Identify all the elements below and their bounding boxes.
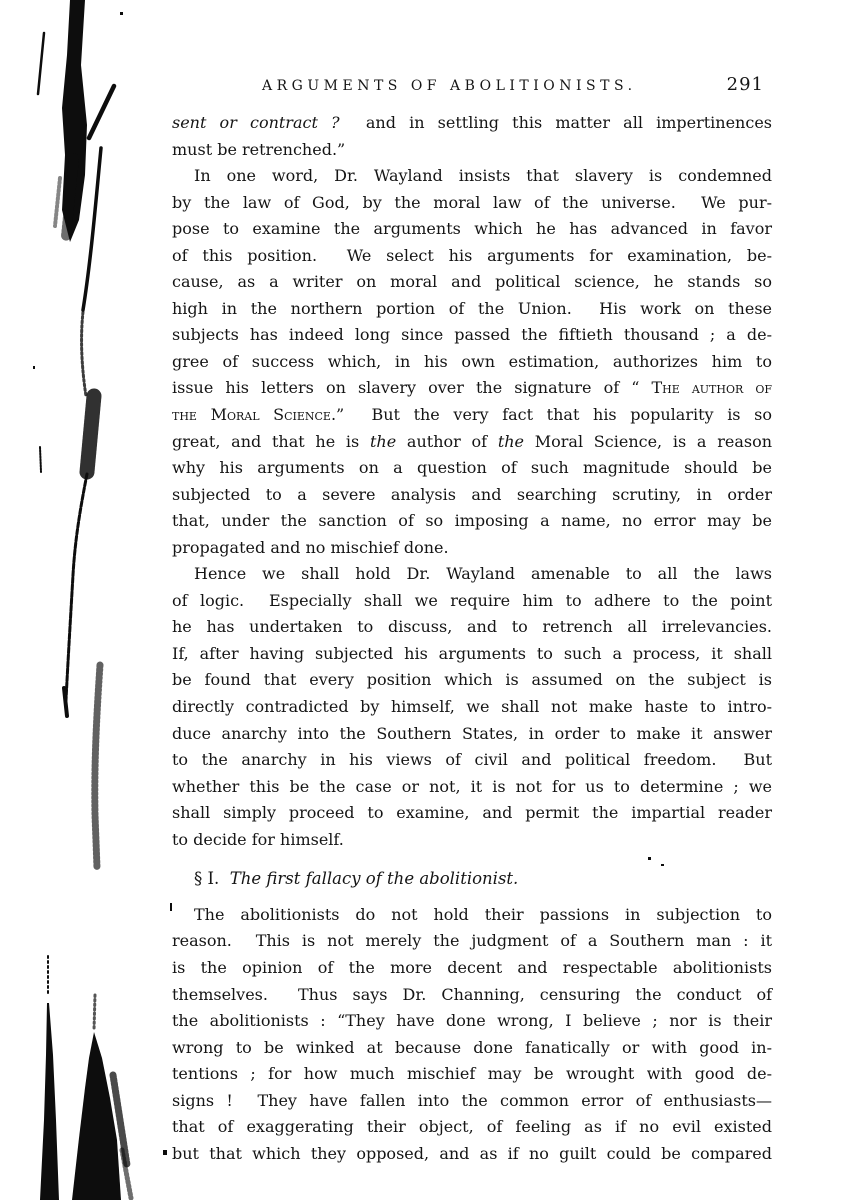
text-line xyxy=(172,1141,772,1168)
text-span: and in settling this matter all impertinences xyxy=(339,113,773,132)
text-line xyxy=(172,667,772,694)
text-line xyxy=(172,774,772,801)
text-span: to decide for himself. xyxy=(172,829,344,849)
text-span: must be retrenched.” xyxy=(172,139,346,159)
text-span: ” But the very fact that his popularity is so xyxy=(336,405,772,425)
text-span: subjects has indeed long since passed the fiftieth thousand ; a de- xyxy=(172,325,772,345)
text-line xyxy=(172,269,772,296)
text-line xyxy=(172,588,772,615)
page-number: 291 xyxy=(726,74,764,95)
paragraph xyxy=(172,561,772,853)
text-line xyxy=(172,982,772,1009)
italic-text: the xyxy=(497,431,525,451)
text-span: themselves. Thus says Dr. Channing, censuring the conduct of xyxy=(172,984,772,1004)
text-span: reason. This is not merely the judgment of a Southern man : it xyxy=(172,931,772,951)
italic-text: the xyxy=(369,431,397,451)
text-line xyxy=(172,1088,772,1115)
text-span: § I. xyxy=(194,869,230,889)
text-line xyxy=(172,694,772,721)
text-span: author of xyxy=(396,431,498,451)
text-line xyxy=(172,902,772,929)
text-line xyxy=(172,110,772,137)
text-line xyxy=(172,866,772,893)
text-span: by the law of God, by the moral law of the universe. We pur- xyxy=(172,192,772,212)
page-title: ARGUMENTS OF ABOLITIONISTS. xyxy=(262,78,637,94)
text-span: but that which they opposed, and as if no guilt could be compared xyxy=(172,1143,772,1163)
text-line xyxy=(172,508,772,535)
text-line xyxy=(172,535,772,562)
text-line xyxy=(172,955,772,982)
text-span: to the anarchy in his views of civil and political freedom. But xyxy=(172,750,772,770)
text-line xyxy=(172,614,772,641)
text-span: directly contradicted by himself, we shall not make haste to intro- xyxy=(172,697,772,717)
smallcaps-text: The author of xyxy=(651,378,772,398)
text-span: tentions ; for how much mischief may be wrought with good de- xyxy=(172,1064,772,1084)
text-line xyxy=(172,322,772,349)
text-line xyxy=(172,190,772,217)
text-line xyxy=(172,800,772,827)
text-span: signs ! They have fallen into the common error of enthusiasts— xyxy=(172,1090,772,1110)
text-span: whether this be the case or not, it is not for us to determine ; we xyxy=(172,776,772,796)
text-line xyxy=(172,375,772,402)
text-line xyxy=(172,137,772,164)
text-line xyxy=(172,1008,772,1035)
text-span: If, after having subjected his arguments to such a process, it shall xyxy=(172,643,772,663)
text-span: Moral Science, is a reason xyxy=(524,431,773,451)
text-span: propagated and no mischief done. xyxy=(172,537,449,557)
text-line xyxy=(172,243,772,270)
text-span: In one word, Dr. Wayland insists that slavery is condemned xyxy=(194,166,772,186)
text-line xyxy=(172,349,772,376)
text-span: that, under the sanction of so imposing a name, no error may be xyxy=(172,511,772,531)
text-line xyxy=(172,1114,772,1141)
text-line xyxy=(172,721,772,748)
text-block xyxy=(172,110,772,1167)
text-span: shall simply proceed to examine, and permit the impartial reader xyxy=(172,803,772,823)
italic-text: sent or contract ? xyxy=(172,113,340,132)
text-line xyxy=(172,1035,772,1062)
text-line xyxy=(172,747,772,774)
text-line xyxy=(172,429,772,456)
italic-text: The first fallacy of the abolitionist. xyxy=(229,869,519,889)
text-line xyxy=(172,216,772,243)
paragraph xyxy=(172,163,772,561)
text-span: high in the northern portion of the Union. His work on these xyxy=(172,298,772,318)
text-line xyxy=(172,402,772,429)
text-span: gree of success which, in his own estimation, authorizes him to xyxy=(172,351,772,371)
binding-artifact xyxy=(0,0,170,1200)
text-line xyxy=(172,1061,772,1088)
text-span: duce anarchy into the Southern States, in order to make it answer xyxy=(172,723,772,743)
section-heading xyxy=(172,866,772,893)
text-line xyxy=(172,561,772,588)
text-span: Hence we shall hold Dr. Wayland amenable to all the laws xyxy=(194,564,772,584)
text-span: he has undertaken to discuss, and to retrench all irrelevancies. xyxy=(172,617,772,637)
smallcaps-text: the Moral Science. xyxy=(172,405,337,425)
text-span: wrong to be winked at because done fanatically or with good in- xyxy=(172,1037,772,1057)
text-span: great, and that he is xyxy=(172,431,370,451)
paragraph xyxy=(172,110,772,163)
text-line xyxy=(172,455,772,482)
text-span: The abolitionists do not hold their passions in subjection to xyxy=(194,904,772,924)
text-line xyxy=(172,928,772,955)
text-span: be found that every position which is assumed on the subject is xyxy=(172,670,772,690)
text-span: of logic. Especially shall we require him to adhere to the point xyxy=(172,590,772,610)
text-line xyxy=(172,163,772,190)
paragraph xyxy=(172,902,772,1167)
text-span: pose to examine the arguments which he has advanced in favor xyxy=(172,219,772,239)
running-head xyxy=(172,74,772,100)
text-span: issue his letters on slavery over the signature of “ xyxy=(172,378,652,398)
text-line xyxy=(172,482,772,509)
text-span: why his arguments on a question of such magnitude should be xyxy=(172,458,772,478)
text-line xyxy=(172,296,772,323)
text-span: the abolitionists : “They have done wrong, I believe ; nor is their xyxy=(172,1011,772,1031)
text-span: subjected to a severe analysis and searching scrutiny, in order xyxy=(172,484,772,504)
text-span: of this position. We select his arguments for examination, be- xyxy=(172,245,772,265)
text-span: cause, as a writer on moral and political science, he stands so xyxy=(172,272,772,292)
text-span: is the opinion of the more decent and respectable abolitionists xyxy=(172,957,772,977)
text-line xyxy=(172,827,772,854)
text-span: that of exaggerating their object, of feeling as if no evil existed xyxy=(172,1117,772,1137)
text-line xyxy=(172,641,772,668)
